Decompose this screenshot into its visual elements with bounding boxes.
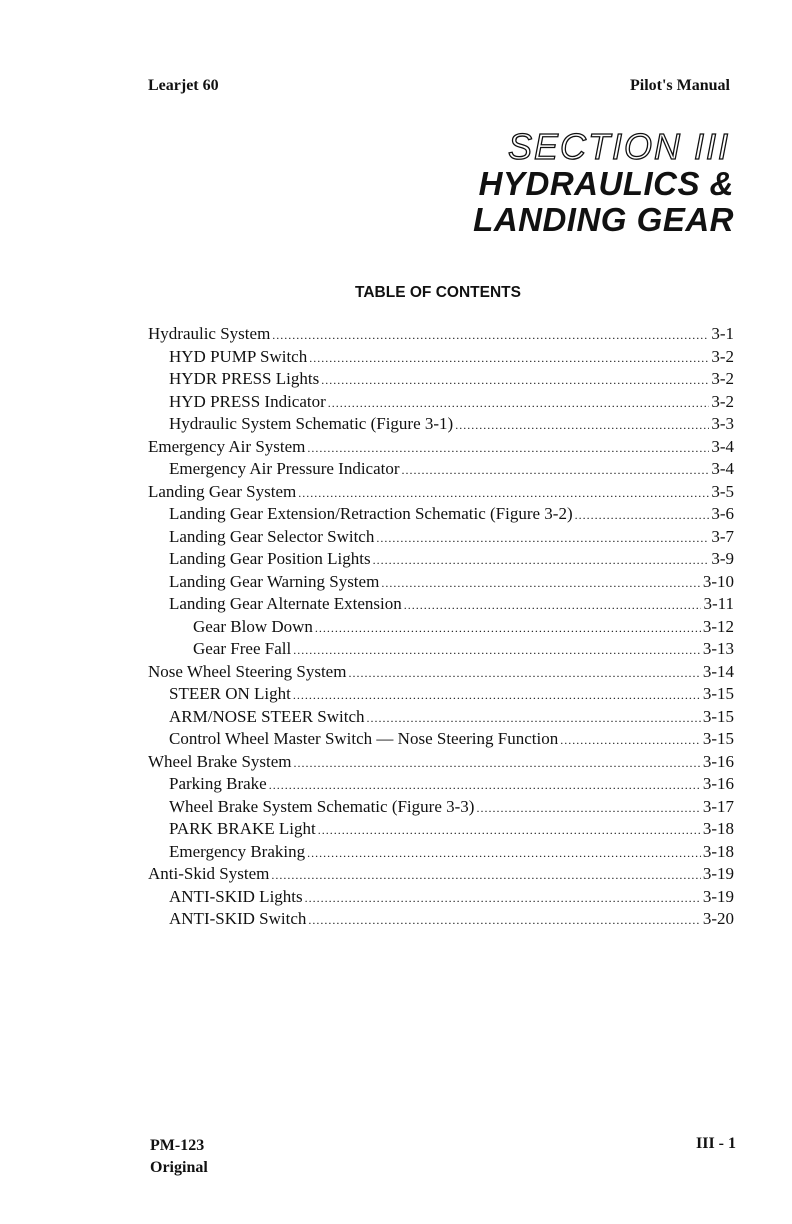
toc-entry	[148, 908, 734, 931]
toc-leader-dots	[298, 482, 709, 505]
toc-entry	[148, 728, 734, 751]
toc-entry-label: Landing Gear Selector Switch	[169, 526, 375, 546]
toc-entry-page: 3-17	[702, 796, 734, 816]
page-number: III - 1	[695, 1135, 736, 1152]
toc-leader-dots	[455, 414, 709, 437]
toc-entry-page: 3-15	[702, 706, 734, 726]
toc-leader-dots	[305, 887, 701, 910]
toc-entry	[148, 706, 734, 729]
toc-leader-dots	[476, 797, 700, 820]
running-header-aircraft: Learjet 60	[148, 77, 219, 94]
toc-leader-dots	[404, 594, 702, 617]
toc-entry-label: HYD PUMP Switch	[169, 346, 308, 366]
toc-entry-page: 3-20	[702, 909, 734, 928]
toc-leader-dots	[293, 639, 701, 662]
toc-entry	[148, 796, 734, 819]
toc-entry-label: Wheel Brake System	[148, 751, 292, 771]
section-title-line-2: LANDING GEAR	[473, 201, 734, 238]
toc-entry-label: Landing Gear Extension/Retraction Schematic (Figure 3-2)	[169, 504, 573, 523]
toc-leader-dots	[402, 459, 710, 482]
toc-entry	[148, 503, 734, 526]
toc-leader-dots	[272, 324, 709, 347]
toc-entry-page: 3-13	[702, 639, 734, 658]
running-header-manual: Pilot's Manual	[629, 77, 730, 94]
toc-entry-page: 3-1	[711, 324, 734, 343]
toc-entry	[148, 391, 734, 414]
toc-entry	[148, 841, 734, 864]
toc-entry	[148, 638, 734, 661]
revision-status: Original	[150, 1159, 208, 1176]
toc-entry-page: 3-3	[711, 414, 734, 433]
toc-entry-label: Anti-Skid System	[148, 864, 270, 883]
toc-leader-dots	[315, 617, 701, 640]
toc-leader-dots	[328, 392, 710, 415]
toc-entry-label: Hydraulic System Schematic (Figure 3-1)	[169, 414, 454, 433]
toc-entry-label: HYD PRESS Indicator	[169, 391, 326, 411]
toc-entry-label: Landing Gear Alternate Extension	[169, 594, 402, 613]
toc-entry-page: 3-19	[702, 886, 734, 906]
toc-entry-label: PARK BRAKE Light	[169, 819, 316, 838]
toc-leader-dots	[348, 662, 700, 685]
toc-entry-page: 3-18	[702, 841, 734, 861]
toc-entry-page: 3-15	[702, 684, 734, 703]
toc-entry	[148, 368, 734, 391]
toc-leader-dots	[318, 819, 701, 842]
toc-entry-page: 3-18	[702, 819, 734, 838]
toc-entry-page: 3-4	[711, 459, 734, 478]
toc-leader-dots	[309, 347, 709, 370]
toc-entry-page: 3-16	[702, 774, 734, 793]
toc-entry-label: Landing Gear Warning System	[169, 571, 380, 591]
toc-entry	[148, 458, 734, 481]
toc-entry-label: ANTI-SKID Lights	[169, 886, 303, 906]
toc-leader-dots	[294, 752, 701, 775]
toc-entry	[148, 818, 734, 841]
toc-entry-page: 3-19	[702, 864, 734, 883]
toc-entry-page: 3-5	[711, 481, 734, 501]
toc-entry	[148, 773, 734, 796]
toc-leader-dots	[575, 504, 710, 527]
toc-leader-dots	[376, 527, 709, 550]
toc-entry	[148, 616, 734, 639]
toc-heading: TABLE OF CONTENTS	[355, 284, 521, 301]
toc-entry-label: Parking Brake	[169, 774, 267, 793]
toc-entry-label: Control Wheel Master Switch — Nose Steering Function	[169, 729, 559, 748]
toc-entry	[148, 886, 734, 909]
toc-entry-page: 3-2	[711, 369, 734, 388]
toc-entry-page: 3-12	[702, 616, 734, 636]
toc-entry-page: 3-11	[703, 594, 734, 613]
toc-entry-label: Gear Blow Down	[193, 616, 313, 636]
toc-entry-page: 3-15	[702, 729, 734, 748]
toc-leader-dots	[293, 684, 701, 707]
toc-leader-dots	[307, 437, 709, 460]
toc-entry-label: Gear Free Fall	[193, 639, 292, 658]
toc-entry-page: 3-6	[711, 504, 734, 523]
toc-entry-label: Nose Wheel Steering System	[148, 661, 347, 681]
toc-entry	[148, 481, 734, 504]
toc-leader-dots	[308, 909, 700, 932]
toc-entry-label: Emergency Air Pressure Indicator	[169, 459, 400, 478]
toc-entry-label: Hydraulic System	[148, 324, 271, 343]
toc-entry-page: 3-16	[702, 751, 734, 771]
toc-leader-dots	[269, 774, 701, 797]
toc-entry-label: Emergency Air System	[148, 436, 306, 456]
toc-leader-dots	[560, 729, 701, 752]
document-number: PM-123	[150, 1137, 205, 1154]
toc-entry	[148, 323, 734, 346]
toc-entry	[148, 571, 734, 594]
toc-entry	[148, 413, 734, 436]
toc-leader-dots	[373, 549, 710, 572]
toc-leader-dots	[381, 572, 701, 595]
toc-entry-label: STEER ON Light	[169, 684, 291, 703]
toc-entry-label: ARM/NOSE STEER Switch	[169, 706, 365, 726]
toc-entry-page: 3-2	[711, 391, 734, 411]
toc-entry	[148, 346, 734, 369]
toc-entry-page: 3-10	[702, 571, 734, 591]
table-of-contents	[148, 323, 734, 931]
toc-leader-dots	[271, 864, 700, 887]
toc-entry-label: HYDR PRESS Lights	[169, 369, 320, 388]
toc-entry	[148, 683, 734, 706]
toc-leader-dots	[321, 369, 709, 392]
toc-entry-page: 3-7	[711, 526, 734, 546]
toc-entry-label: Landing Gear System	[148, 481, 297, 501]
toc-entry	[148, 548, 734, 571]
toc-entry	[148, 863, 734, 886]
toc-entry-label: Landing Gear Position Lights	[169, 549, 371, 568]
toc-leader-dots	[307, 842, 701, 865]
toc-entry-page: 3-4	[711, 436, 734, 456]
toc-entry	[148, 526, 734, 549]
toc-entry	[148, 593, 734, 616]
toc-entry-label: Emergency Braking	[169, 841, 306, 861]
toc-entry	[148, 751, 734, 774]
toc-entry-page: 3-9	[711, 549, 734, 568]
toc-entry	[148, 661, 734, 684]
toc-entry-label: ANTI-SKID Switch	[169, 909, 307, 928]
section-number: SECTION III	[507, 126, 730, 167]
toc-entry	[148, 436, 734, 459]
toc-entry-page: 3-14	[702, 661, 734, 681]
footer-doc-info	[150, 1135, 208, 1179]
toc-entry-label: Wheel Brake System Schematic (Figure 3-3)	[169, 796, 475, 816]
section-title-line-1: HYDRAULICS &	[478, 165, 734, 202]
toc-entry-page: 3-2	[711, 346, 734, 366]
toc-leader-dots	[367, 707, 701, 730]
